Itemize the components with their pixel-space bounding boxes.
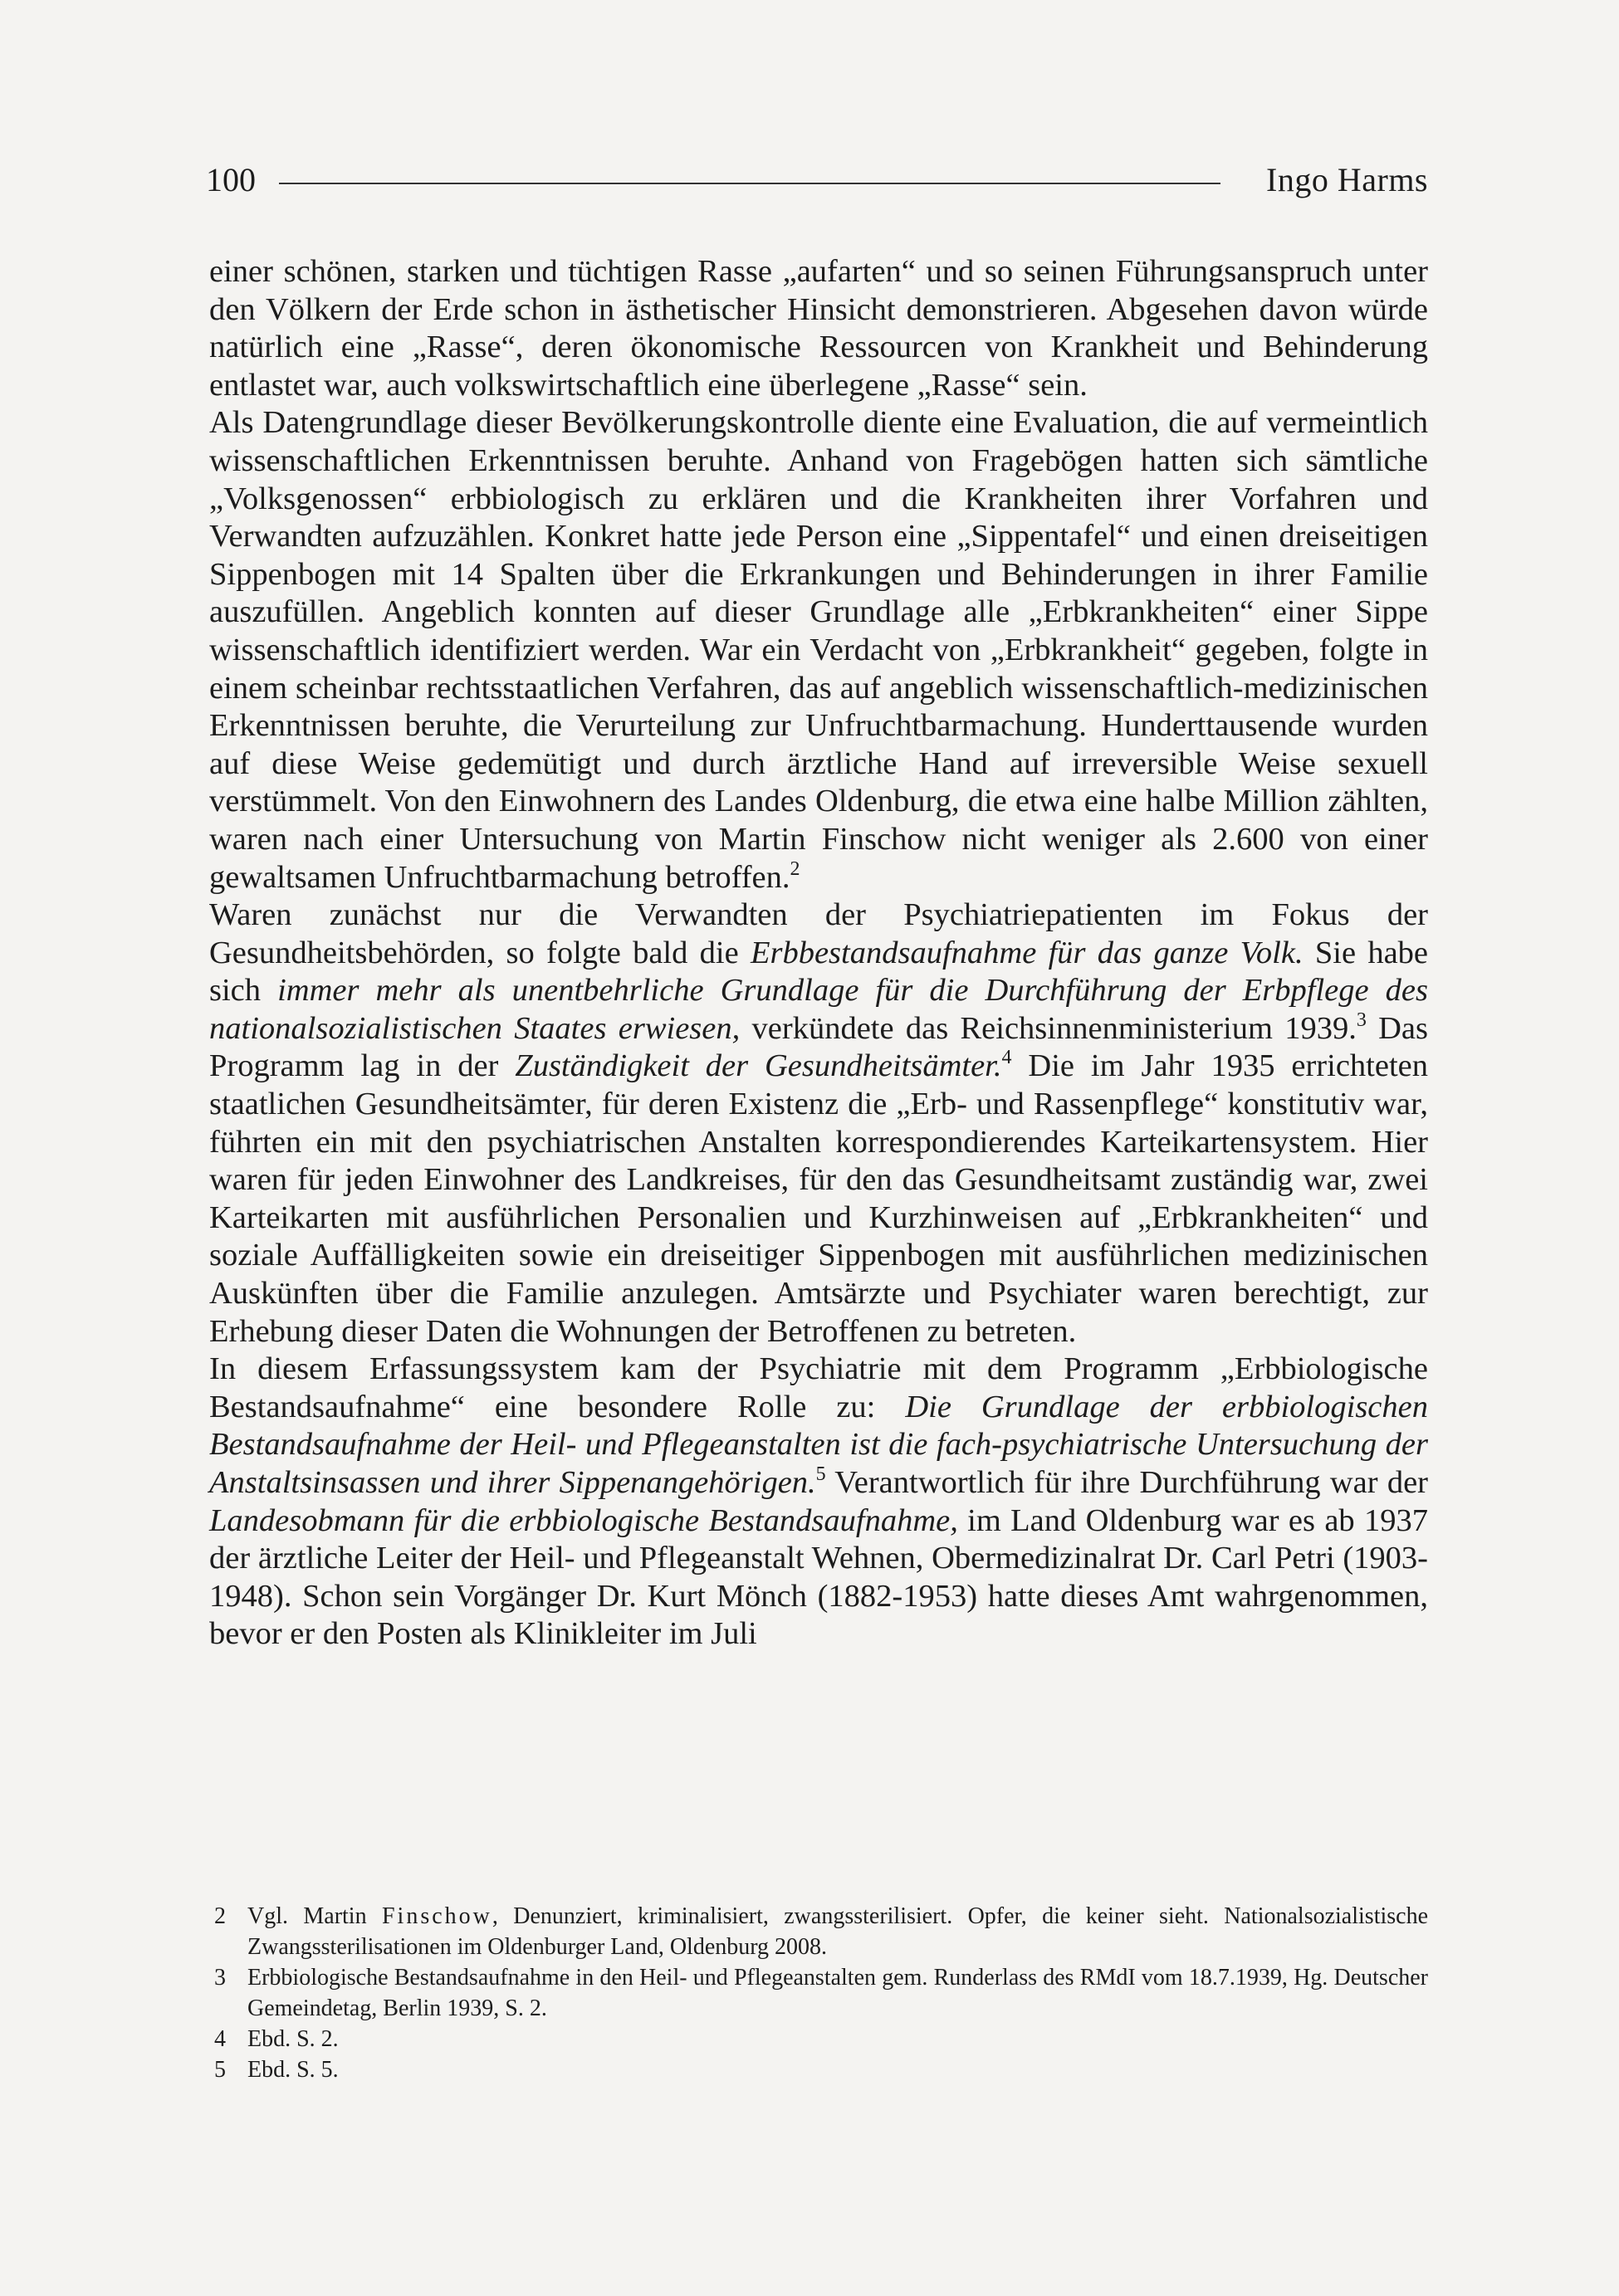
footnote-author-name: Finschow: [381, 1903, 492, 1929]
text-run: verkündete das Reichsinnenministerium 1939.: [740, 1010, 1357, 1046]
footnote-ref: 5: [815, 1463, 826, 1485]
header-rule: [279, 183, 1220, 184]
text-run: im Land Oldenburg war es ab 1937 der ärztliche Leiter der Heil- und Pflegeanstalt Wehnen, Obermedizinalrat Dr. Carl Petri (1903-1948). Schon sein Vorgänger Dr. Kurt Mönch (1882-1953) hatte dieses Amt wahrgenommen, bevor er den Posten als Klinikleiter im Juli: [209, 1502, 1428, 1652]
paragraph-4: [209, 1351, 1428, 1654]
text-run: Waren zunächst nur die Verwandten der Psychiatriepatienten im Fokus der Gesundheitsbehörden, so folgte bald die: [209, 897, 1428, 970]
footnote-number: 2: [214, 1903, 226, 1929]
footnote-ref: 2: [790, 857, 800, 880]
footnote: [214, 2024, 1428, 2054]
footnote-number: 5: [214, 2057, 226, 2083]
footnotes: [214, 1901, 1428, 2085]
text-run: Verantwortlich für ihre Durchführung war der: [825, 1465, 1428, 1500]
paragraph-2: [209, 404, 1428, 896]
paragraph-text: Als Datengrundlage dieser Bevölkerungskontrolle diente eine Evaluation, die auf vermeintlich wissenschaftlichen Erkenntnissen beruhte. Anhand von Fragebögen hatten sich sämtliche „Volksgenossen“ erbbiologisch zu erklären und die Krankheiten ihrer Vorfahren und Verwandten aufzuzählen. Konkret hatte jede Person eine „Sippentafel“ und einen dreiseitigen Sippenbogen mit 14 Spalten über die Erkrankungen und Behinderungen in ihrer Familie auszufüllen. Angeblich konnten auf dieser Grundlage alle „Erbkrankheiten“ einer Sippe wissenschaftlich identifiziert werden. War ein Verdacht von „Erbkrankheit“ gegeben, folgte in einem scheinbar rechtsstaatlichen Verfahren, das auf angeblich wissenschaftlich-medizinischen Erkenntnissen beruhte, die Verurteilung zur Unfruchtbarmachung. Hunderttausende wurden auf diese Weise gedemütigt und durch ärztliche Hand auf irreversible Weise sexuell verstümmelt. Von den Einwohnern des Landes Oldenburg, die etwa eine halbe Million zählten, waren nach einer Untersuchung von Martin Finschow nicht weniger als 2.600 von einer gewaltsamen Unfruchtbarmachung betroffen.: [209, 405, 1428, 895]
footnote: [214, 1901, 1428, 1962]
footnote-text: , Denunziert, kriminalisiert, zwangssterilisiert. Opfer, die keiner sieht. Nationalsozialistische Zwangssterilisationen im Oldenburger Land, Oldenburg 2008.: [247, 1903, 1428, 1960]
footnote: [214, 2054, 1428, 2085]
italic-quote: immer mehr als unentbehrliche Grundlage für die Durchführung der Erbpflege des nationalsozialistischen Staates erwiesen,: [209, 973, 1428, 1046]
italic-quote: Die Grundlage der erbbiologischen Bestandsaufnahme der Heil- und Pflegeanstalten ist die fach-psychiatrische Untersuchung der Anstaltsinsassen und ihrer Sippenangehörigen.: [209, 1389, 1428, 1500]
italic-quote: Erbbestandsaufnahme für das ganze Volk.: [750, 935, 1304, 970]
italic-quote: Landesobmann für die erbbiologische Bestandsaufnahme,: [209, 1502, 958, 1538]
footnote-number: 4: [214, 2026, 226, 2052]
running-head-author: Ingo Harms: [1266, 161, 1428, 198]
paragraph-3: [209, 896, 1428, 1351]
text-run: Die im Jahr 1935 errichteten staatlichen Gesundheitsämter, für deren Existenz die „Erb- und Rassenpflege“ konstitutiv war, führten ein mit den psychiatrischen Anstalten korrespondierendes Karteikartensystem. Hier waren für jeden Einwohner des Landkreises, für den das Gesundheitsamt zuständig war, zwei Karteikarten mit ausführlichen Personalien und Kurzhinweisen auf „Erbkrankheiten“ und soziale Auffälligkeiten sowie ein dreiseitiger Sippenbogen mit ausführlichen medizinischen Auskünften über die Familie anzulegen. Amtsärzte und Psychiater waren berechtigt, zur Erhebung dieser Daten die Wohnungen der Betroffenen zu betreten.: [209, 1048, 1428, 1349]
italic-quote: Zuständigkeit der Gesundheitsämter.: [515, 1048, 1002, 1084]
footnote-text: Ebd. S. 5.: [247, 2057, 339, 2083]
text-run: Sie habe sich: [209, 935, 1429, 1009]
footnote: [214, 1962, 1428, 2024]
footnote-ref: 4: [1001, 1047, 1012, 1069]
text-run: In diesem Erfassungssystem kam der Psychiatrie mit dem Programm „Erbbiologische Bestandsaufnahme“ eine besondere Rolle zu:: [209, 1351, 1428, 1424]
footnote-text: Erbbiologische Bestandsaufnahme in den Heil- und Pflegeanstalten gem. Runderlass des RMdI vom 18.7.1939, Hg. Deutscher Gemeindetag, Berlin 1939, S. 2.: [247, 1965, 1428, 2021]
footnote-text: Vgl. Martin: [247, 1903, 382, 1929]
text-run: Das Programm lag in der: [209, 1010, 1429, 1084]
paragraph-text: einer schönen, starken und tüchtigen Rasse „aufarten“ und so seinen Führungsanspruch unter den Völkern der Erde schon in ästhetischer Hinsicht demonstrieren. Abgesehen davon würde natürlich eine „Rasse“, deren ökonomische Ressourcen von Krankheit und Behinderung entlastet war, auch volkswirtschaftlich eine überlegene „Rasse“ sein.: [209, 254, 1428, 403]
footnote-number: 3: [214, 1965, 226, 1991]
page-number: 100: [206, 161, 256, 198]
running-head: [206, 156, 1428, 204]
footnote-ref: 3: [1356, 1009, 1367, 1031]
footnote-text: Ebd. S. 2.: [247, 2026, 339, 2052]
main-text: [209, 253, 1428, 1654]
paragraph-1: [209, 253, 1428, 404]
